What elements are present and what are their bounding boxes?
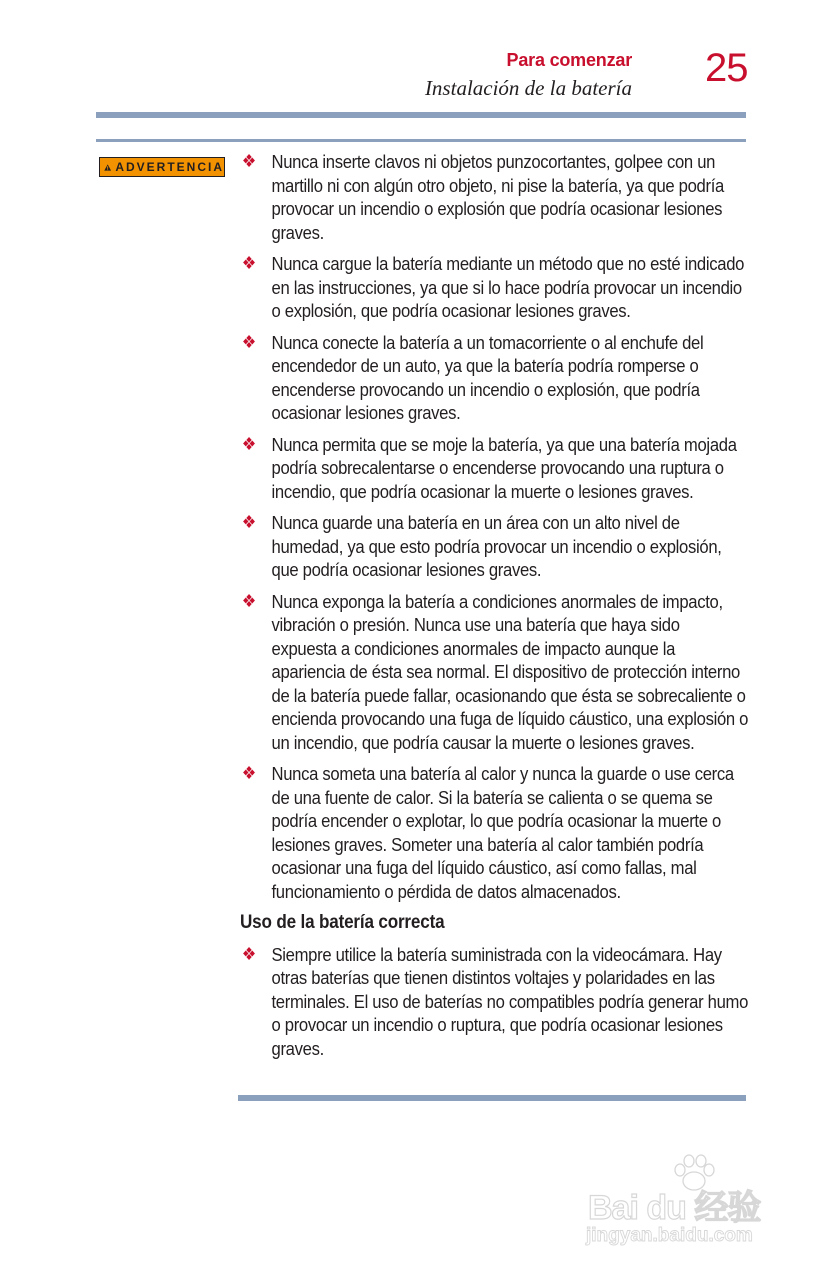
bullet-diamond-icon: ❖ (241, 763, 257, 783)
correct-use-list (240, 943, 749, 1061)
bullet-diamond-icon: ❖ (241, 512, 257, 532)
warning-label: ADVERTENCIA (115, 160, 224, 174)
bullet-item (240, 252, 749, 323)
bullet-item (240, 943, 749, 1061)
bullet-item (240, 433, 749, 504)
main-content (240, 150, 749, 1068)
bullet-item (240, 762, 749, 903)
bullet-diamond-icon: ❖ (241, 253, 257, 273)
header-rule (96, 112, 746, 118)
warning-triangle-icon (104, 161, 111, 174)
bullet-text: Nunca permita que se moje la batería, ya que una batería mojada podría sobrecalentarse o encenderse provocando una ruptura o incendio, que podría ocasionar la muerte o lesiones graves. (271, 433, 737, 502)
watermark-logo-text: Bai du 经验 (588, 1189, 761, 1227)
bullet-text: Nunca exponga la batería a condiciones anormales de impacto, vibración o presión. Nunca use una batería que haya sido expuesta a condiciones anormales de impacto aunque la apariencia de ésta sea normal. El dispositivo de protección interno de la batería puede fallar, ocasionando que ésta se sobrecaliente o encienda provocando una fuga de líquido cáustico, una explosión o un incendio, que podría causar la muerte o lesiones graves. (271, 590, 749, 753)
bullet-text: Nunca guarde una batería en un área con un alto nivel de humedad, ya que esto podría provocar un incendio o explosión, que podría ocasionar lesiones graves. (271, 512, 722, 580)
warning-badge (99, 157, 225, 177)
bullet-item (240, 331, 749, 425)
warnings-list (240, 150, 749, 903)
bullet-item (240, 511, 749, 582)
bullet-text: Nunca conecte la batería a un tomacorriente o al enchufe del encendedor de un auto, ya que la batería podría romperse o encenderse provocando un incendio o explosión, que podría ocasionar lesiones graves. (271, 331, 704, 423)
bullet-diamond-icon: ❖ (241, 433, 257, 454)
page-number: 25 (705, 46, 748, 90)
running-header-subsection: Instalación de la batería (424, 76, 632, 100)
bullet-diamond-icon: ❖ (241, 590, 257, 611)
bullet-text: Nunca inserte clavos ni objetos punzocortantes, golpee con un martillo ni con algún otro objeto, ni pise la batería, ya que podría provocar un incendio o explosión que podría ocasionar lesiones graves. (271, 151, 724, 243)
bullet-item (240, 150, 749, 244)
bullet-item (240, 590, 749, 755)
watermark-url: jingyan.baidu.com (586, 1225, 753, 1246)
section-subheading: Uso de la batería correcta (240, 912, 445, 933)
footer-rule (238, 1095, 746, 1101)
bullet-diamond-icon: ❖ (241, 331, 257, 352)
bullet-text: Siempre utilice la batería suministrada con la videocámara. Hay otras baterías que tienen distintos voltajes y polaridades en las terminales. El uso de baterías no compatibles podría generar humo o provocar un incendio o ruptura, que podría ocasionar lesiones graves. (271, 943, 749, 1059)
watermark (580, 1150, 780, 1250)
header-rule-thin (96, 139, 746, 142)
bullet-diamond-icon: ❖ (241, 943, 257, 964)
bullet-text: Nunca someta una batería al calor y nunca la guarde o use cerca de una fuente de calor. Si la batería se calienta o se quema se podría encender o explotar, lo que podría ocasionar la muerte o lesiones graves. Someter una batería al calor también podría ocasionar una fuga del líquido cáustico, así como fallas, mal funcionamiento o pérdida de datos almacenados. (271, 763, 734, 902)
bullet-text: Nunca cargue la batería mediante un método que no esté indicado en las instrucciones, ya que si lo hace podría provocar un incendio o explosión, que podría ocasionar lesiones graves. (271, 253, 745, 321)
running-header-section: Para comenzar (506, 50, 632, 70)
bullet-diamond-icon: ❖ (241, 151, 257, 171)
